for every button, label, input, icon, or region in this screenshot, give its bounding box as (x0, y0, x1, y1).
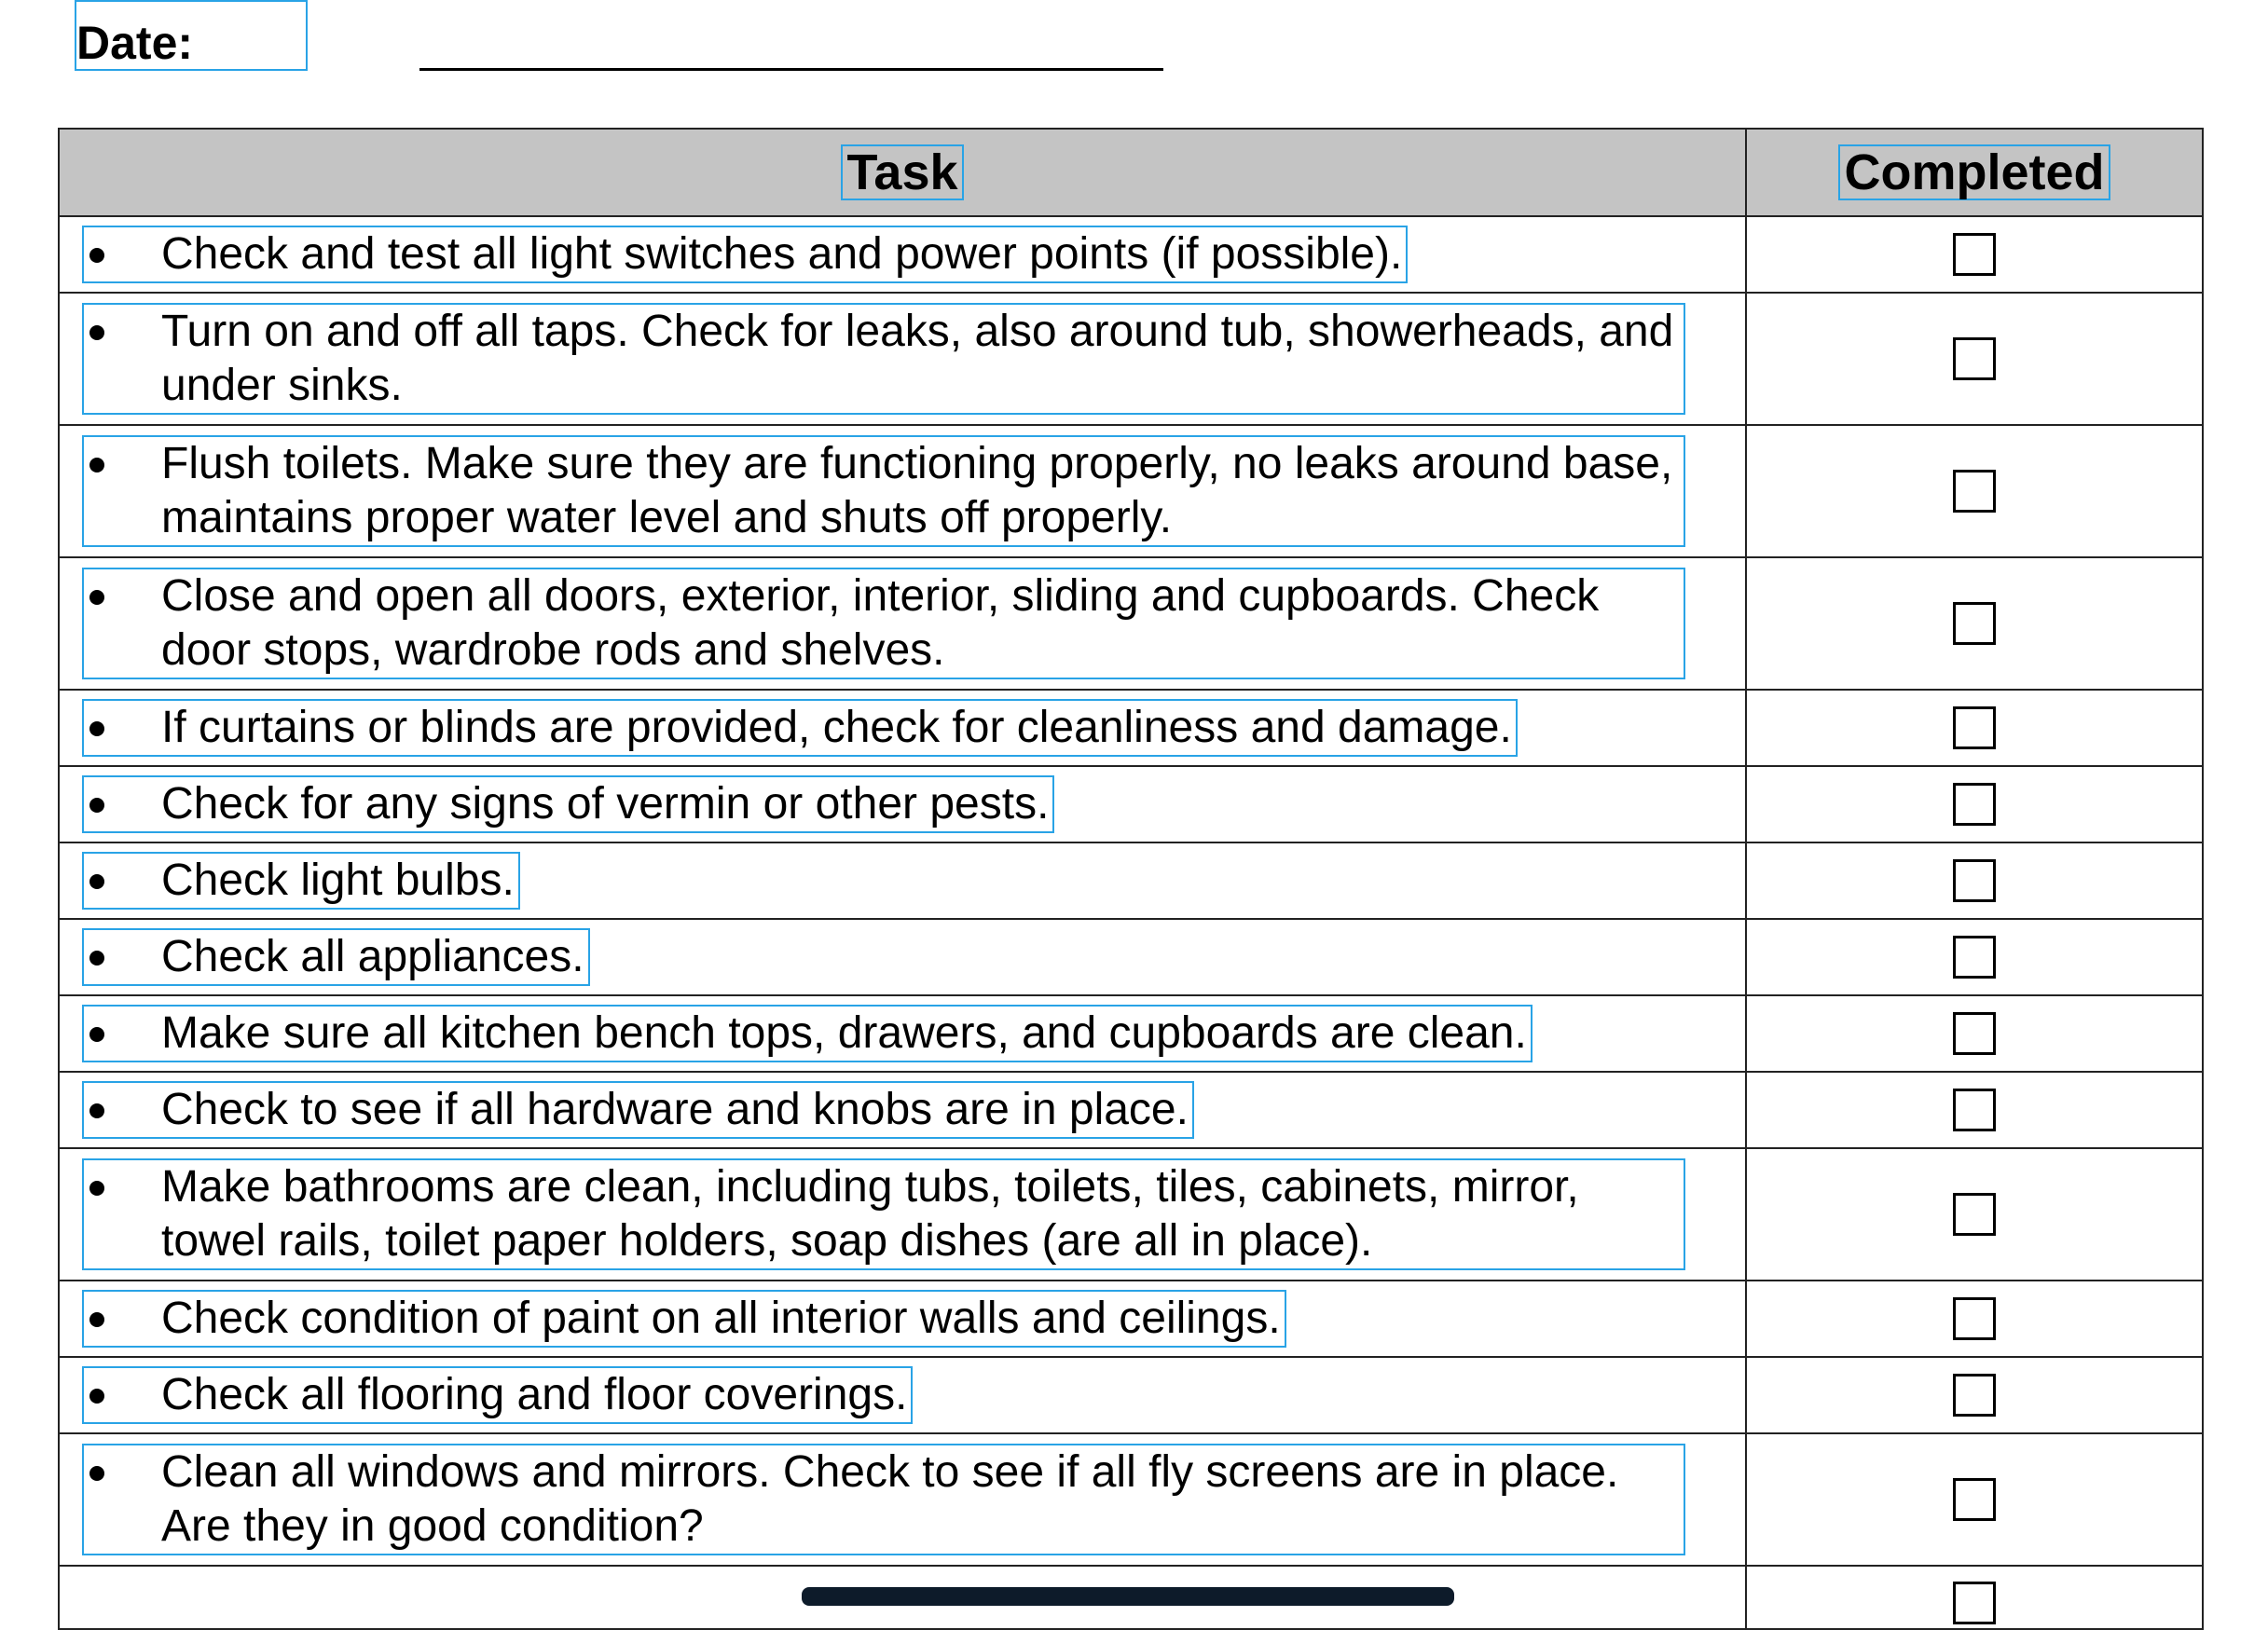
completed-checkbox[interactable] (1953, 859, 1996, 902)
completed-checkbox[interactable] (1953, 1297, 1996, 1340)
completed-cell (1746, 995, 2203, 1072)
completed-header-label: Completed (1838, 144, 2110, 200)
task-cell (59, 766, 1746, 842)
task-cell (59, 995, 1746, 1072)
completed-checkbox[interactable] (1953, 233, 1996, 276)
task-cell (59, 1357, 1746, 1433)
bullet-icon (89, 1103, 104, 1118)
task-item (82, 1158, 1685, 1270)
task-item (82, 699, 1518, 757)
task-text: Clean all windows and mirrors. Check to see if all fly screens are in place. Are they in good condition? (161, 1447, 1619, 1551)
completed-cell (1746, 1566, 2203, 1629)
task-item (82, 852, 520, 910)
table-row (59, 766, 2203, 842)
completed-cell (1746, 1148, 2203, 1281)
task-cell (59, 1281, 1746, 1357)
completed-checkbox[interactable] (1953, 1193, 1996, 1236)
table-header-row (59, 129, 2203, 216)
bullet-icon (89, 1312, 104, 1327)
task-item (82, 226, 1408, 283)
completed-cell (1746, 1433, 2203, 1566)
task-item (82, 1081, 1194, 1139)
task-text: Make bathrooms are clean, including tubs, toilets, tiles, cabinets, mirror, towel rails, toilet paper holders, soap dishes (are all in place). (161, 1162, 1579, 1266)
completed-cell (1746, 1357, 2203, 1433)
table-row (59, 557, 2203, 690)
bullet-icon (89, 1466, 104, 1481)
task-text: Flush toilets. Make sure they are functioning properly, no leaks around base, maintains proper water level and shuts off properly. (161, 439, 1673, 542)
bullet-icon (89, 325, 104, 340)
task-cell (59, 557, 1746, 690)
completed-cell (1746, 425, 2203, 557)
task-text: Check condition of paint on all interior walls and ceilings. (161, 1294, 1281, 1343)
task-text: Make sure all kitchen bench tops, drawers, and cupboards are clean. (161, 1008, 1527, 1058)
bullet-icon (89, 874, 104, 889)
completed-checkbox[interactable] (1953, 1089, 1996, 1131)
task-column-header (59, 129, 1746, 216)
task-item (82, 1290, 1286, 1348)
task-item (82, 303, 1685, 415)
table-row (59, 919, 2203, 995)
task-text: Close and open all doors, exterior, interior, sliding and cupboards. Check door stops, wardrobe rods and shelves. (161, 571, 1600, 675)
table-row (59, 995, 2203, 1072)
completed-cell (1746, 1072, 2203, 1148)
completed-cell (1746, 766, 2203, 842)
task-text: If curtains or blinds are provided, check for cleanliness and damage. (161, 703, 1512, 752)
completed-cell (1746, 690, 2203, 766)
task-text: Check for any signs of vermin or other pests. (161, 779, 1050, 829)
completed-cell (1746, 293, 2203, 425)
table-row (59, 216, 2203, 293)
task-cell (59, 1433, 1746, 1566)
task-cell (59, 1072, 1746, 1148)
bullet-icon (89, 951, 104, 966)
task-cell (59, 216, 1746, 293)
task-cell (59, 425, 1746, 557)
completed-checkbox[interactable] (1953, 783, 1996, 826)
task-list (59, 216, 2203, 1629)
date-label: Date: (76, 17, 194, 69)
table-row (59, 1148, 2203, 1281)
bullet-icon (89, 798, 104, 813)
table-row (59, 1281, 2203, 1357)
bullet-icon (89, 590, 104, 605)
completed-checkbox[interactable] (1953, 470, 1996, 513)
task-checklist-table (58, 128, 2204, 1630)
bullet-icon (89, 1181, 104, 1196)
table-row (59, 1357, 2203, 1433)
task-item (82, 568, 1685, 679)
completed-cell (1746, 1281, 2203, 1357)
completed-cell (1746, 919, 2203, 995)
table-row (59, 690, 2203, 766)
completed-cell (1746, 216, 2203, 293)
completed-cell (1746, 842, 2203, 919)
task-text: Check to see if all hardware and knobs are in place. (161, 1085, 1189, 1134)
task-text: Check and test all light switches and power points (if possible). (161, 229, 1403, 279)
table-row (59, 1433, 2203, 1566)
task-cell (59, 842, 1746, 919)
task-item (82, 928, 590, 986)
task-item (82, 435, 1685, 547)
task-item (82, 1366, 913, 1424)
task-cell (59, 919, 1746, 995)
completed-cell (1746, 557, 2203, 690)
bullet-icon (89, 1027, 104, 1042)
completed-checkbox[interactable] (1953, 1582, 1996, 1624)
task-item (82, 1444, 1685, 1555)
task-text: Check light bulbs. (161, 856, 515, 905)
completed-checkbox[interactable] (1953, 706, 1996, 749)
table-row (59, 293, 2203, 425)
task-header-label: Task (841, 144, 963, 200)
task-cell (59, 1148, 1746, 1281)
bullet-icon (89, 721, 104, 736)
task-item (82, 1005, 1533, 1062)
bullet-icon (89, 458, 104, 473)
completed-checkbox[interactable] (1953, 1374, 1996, 1417)
bullet-icon (89, 1389, 104, 1404)
task-text: Turn on and off all taps. Check for leaks, also around tub, showerheads, and under sinks. (161, 307, 1674, 410)
table-row (59, 1072, 2203, 1148)
completed-checkbox[interactable] (1953, 936, 1996, 979)
redaction-bar (802, 1587, 1454, 1606)
date-entry-line[interactable] (419, 68, 1163, 71)
completed-checkbox[interactable] (1953, 337, 1996, 380)
table-row (59, 842, 2203, 919)
completed-checkbox[interactable] (1953, 1478, 1996, 1521)
table-row (59, 425, 2203, 557)
bullet-icon (89, 248, 104, 263)
completed-checkbox[interactable] (1953, 602, 1996, 645)
task-cell (59, 293, 1746, 425)
completed-checkbox[interactable] (1953, 1012, 1996, 1055)
completed-column-header (1746, 129, 2203, 216)
task-text: Check all flooring and floor coverings. (161, 1370, 908, 1419)
task-text: Check all appliances. (161, 932, 584, 981)
task-cell (59, 690, 1746, 766)
task-item (82, 775, 1054, 833)
